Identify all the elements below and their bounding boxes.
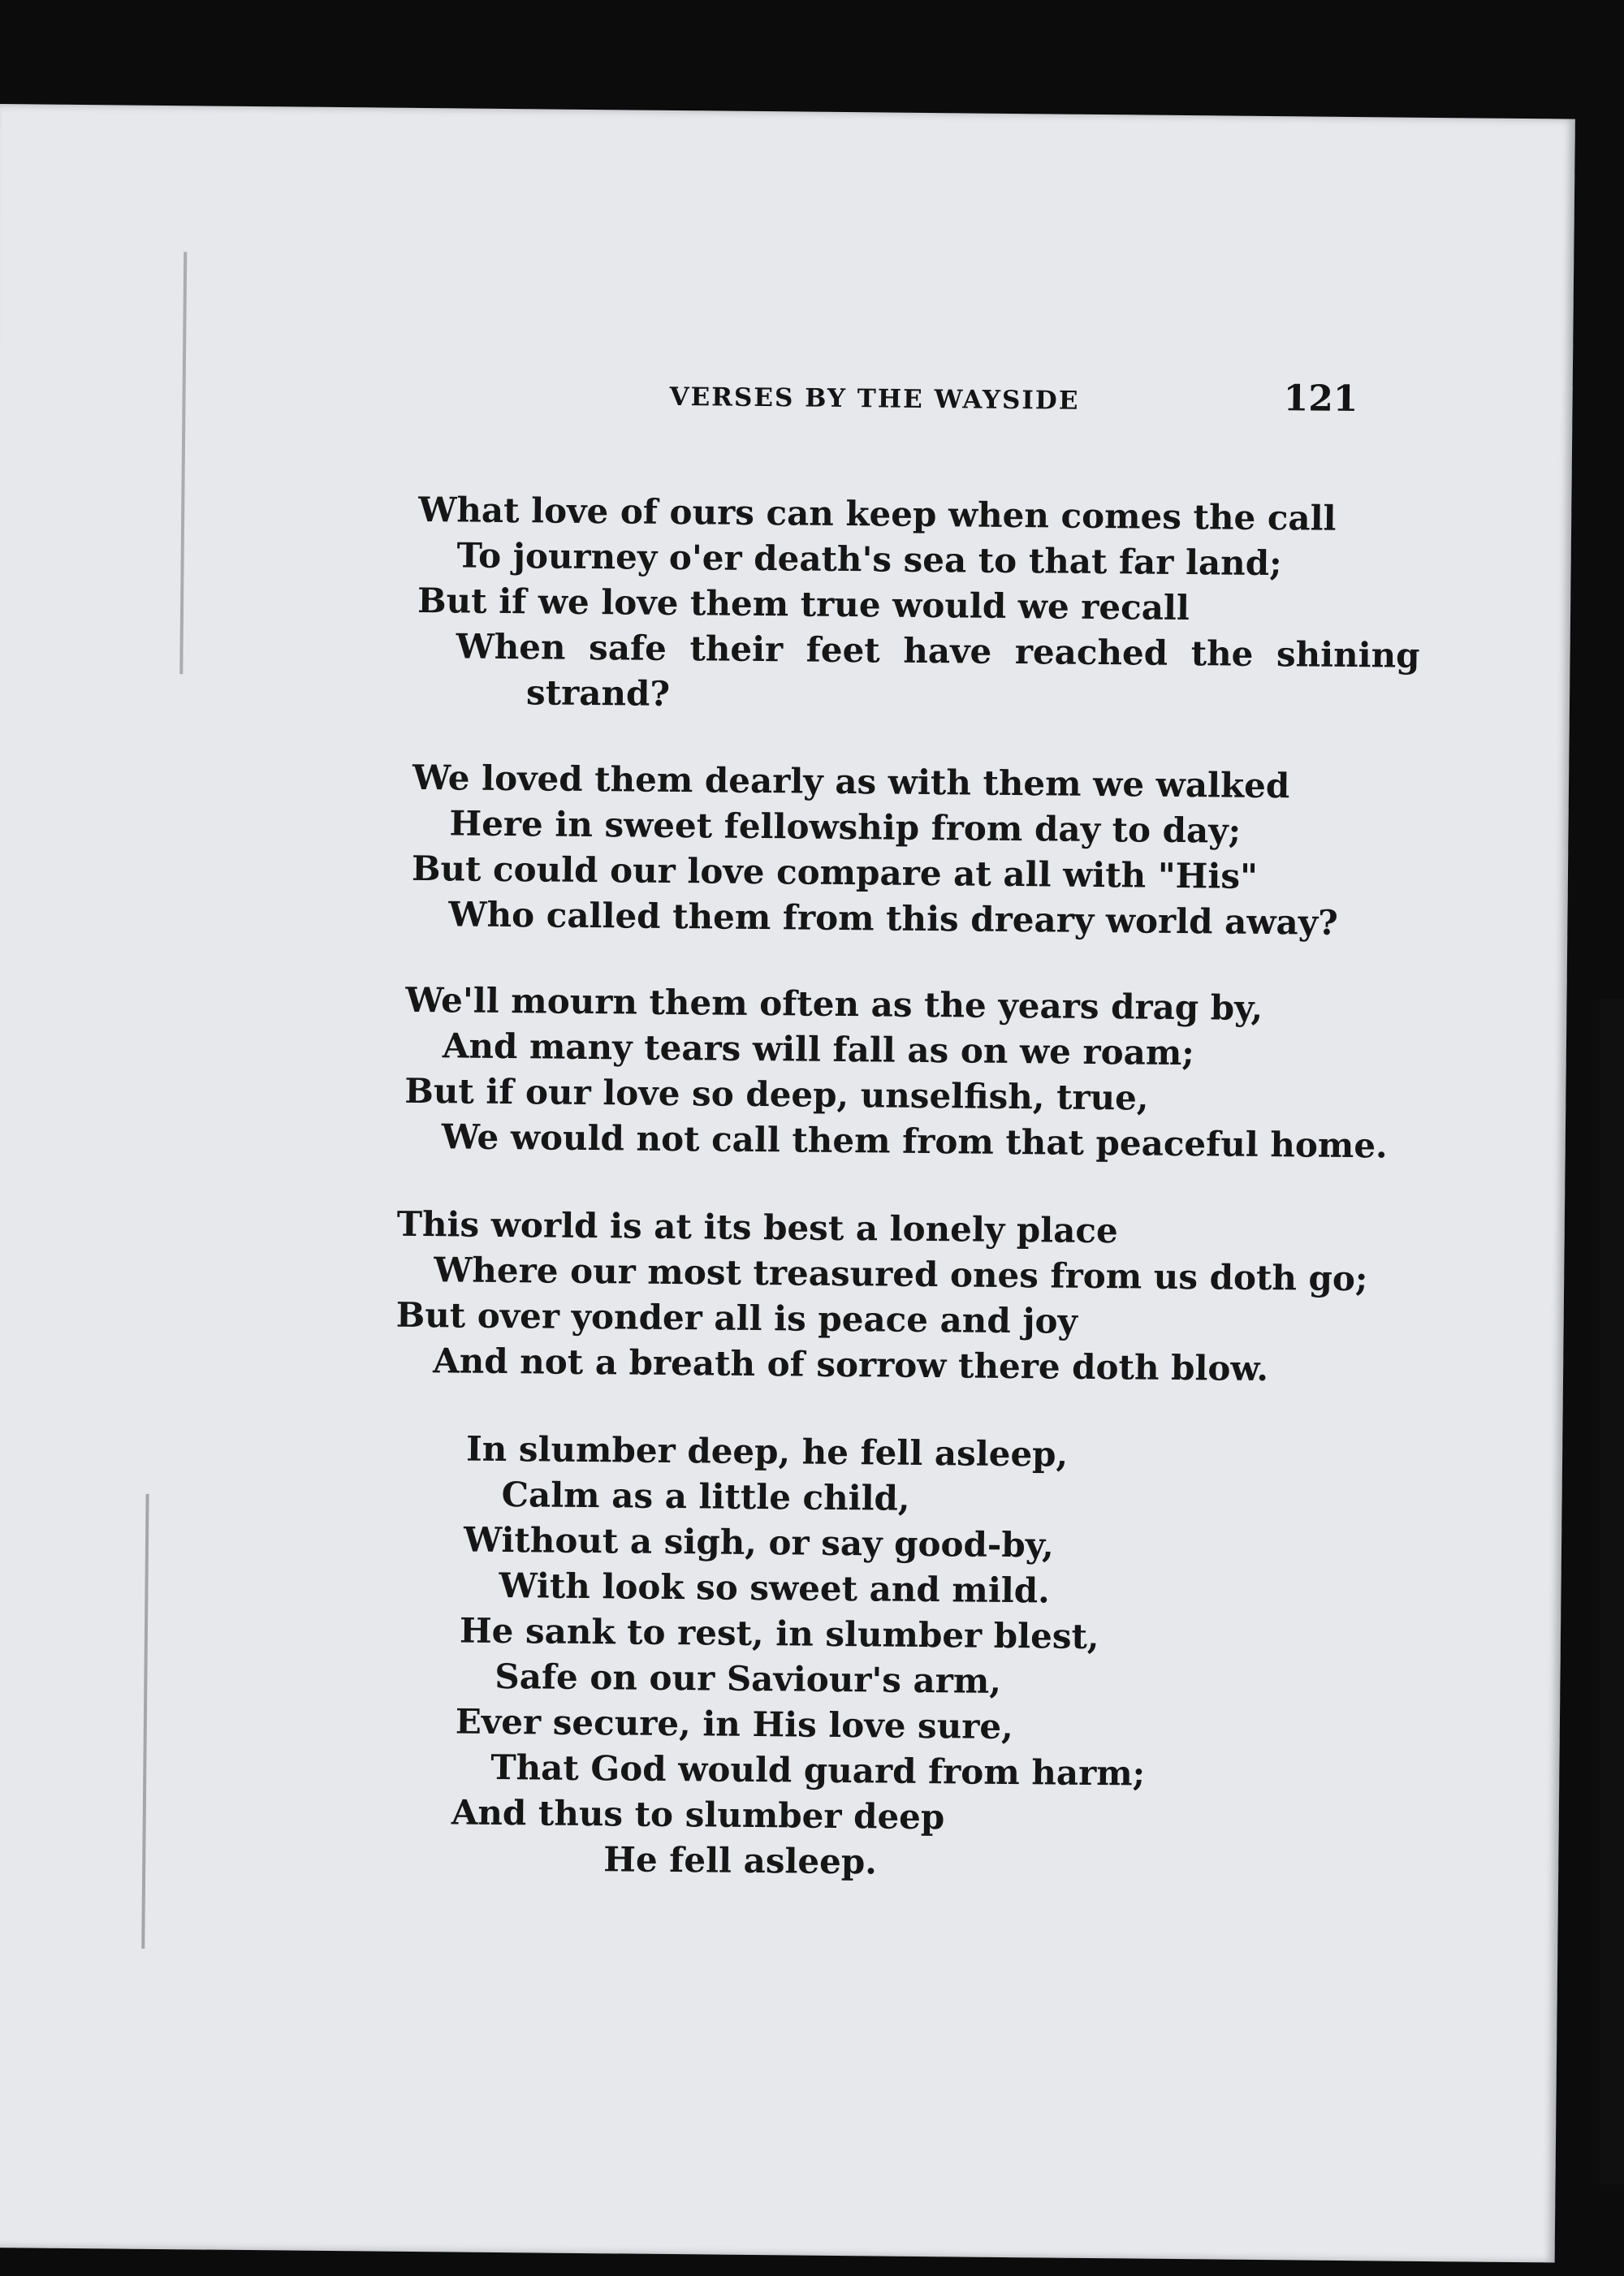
poem-line: And not a breath of sorrow there doth blow. — [432, 1341, 1269, 1389]
poem-line: But over yonder all is peace and joy — [395, 1294, 1078, 1341]
poem-line: When safe their feet have reached the shining — [456, 626, 1420, 676]
page-number: 121 — [1283, 378, 1358, 421]
poem-line: To journey o'er death's sea to that far land; — [456, 535, 1282, 584]
poem-line: Ever secure, in His love sure, — [455, 1701, 1013, 1747]
margin-scratch-top — [179, 252, 187, 674]
poem-line: But if our love so deep, unselfish, true, — [404, 1070, 1149, 1118]
page-shadow-edge — [1600, 999, 1624, 2184]
poem-line: We loved them dearly as with them we walked — [412, 757, 1290, 806]
running-title: VERSES BY THE WAYSIDE — [669, 382, 1080, 416]
poem-line: That God would guard from harm; — [490, 1747, 1146, 1794]
poem-line: He fell asleep. — [603, 1839, 878, 1882]
poem-line: Who called them from this dreary world away? — [448, 894, 1338, 943]
book-page — [0, 104, 1575, 2263]
poem-line: Safe on our Saviour's arm, — [495, 1656, 1002, 1701]
poem-line: We'll mourn them often as the years drag by, — [405, 979, 1263, 1028]
margin-scratch-bottom — [141, 1494, 149, 1949]
poem-line: strand? — [525, 672, 671, 714]
poem-line: But if we love them true would we recall — [417, 580, 1190, 628]
poem-line: And many tears will fall as on we roam; — [442, 1026, 1195, 1073]
poem-line: This world is at its best a lonely place — [396, 1203, 1118, 1251]
poem-line: With look so sweet and mild. — [499, 1565, 1050, 1611]
poem-line: But could our love compare at all with "His" — [411, 848, 1259, 896]
poem-line: In slumber deep, he fell asleep, — [465, 1428, 1069, 1475]
poem-line: He sank to rest, in slumber blest, — [459, 1610, 1099, 1657]
poem-line: Without a sigh, or say good-by, — [463, 1519, 1054, 1566]
poem-line: What love of ours can keep when comes the call — [417, 489, 1337, 538]
poem-line: Calm as a little child, — [501, 1475, 910, 1518]
poem-line: And thus to slumber deep — [451, 1792, 945, 1838]
poem-line: We would not call them from that peaceful home. — [441, 1116, 1388, 1166]
poem-line: Here in sweet fellowship from day to day; — [449, 803, 1242, 851]
poem-line: Where our most treasured ones from us doth go; — [434, 1250, 1368, 1299]
